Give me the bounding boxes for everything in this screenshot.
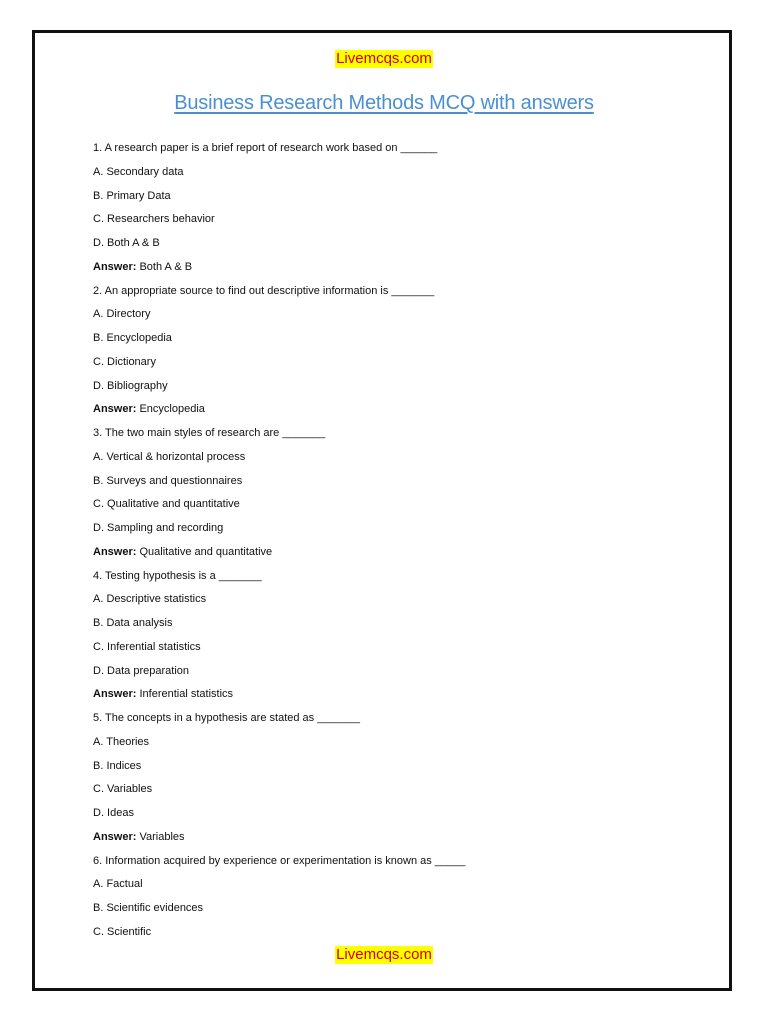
question-text: 4. Testing hypothesis is a _______ [93,569,262,582]
site-footer-label[interactable]: Livemcqs.com [336,946,432,963]
answer-label: Answer: [93,830,137,843]
answer-option: A. Descriptive statistics [93,593,207,606]
answer-option: B. Data analysis [93,617,173,629]
question-text: 2. An appropriate source to find out descriptive information is _______ [93,284,435,297]
answer-label: Answer: [93,688,137,701]
page-title: Business Research Methods MCQ with answers [174,92,594,114]
answer-value: Encyclopedia [139,403,205,416]
answer-line [93,683,653,707]
answer-label: Answer: [93,260,137,273]
answer-line [93,826,653,850]
answer-option: D. Sampling and recording [93,522,224,534]
answer-option: B. Primary Data [93,189,171,202]
answer-value: Inferential statistics [139,688,234,701]
answer-option: C. Qualitative and quantitative [93,498,240,511]
answer-option: B. Indices [93,759,142,772]
answer-option: C. Inferential statistics [93,640,201,653]
answer-option: B. Scientific evidences [93,902,204,914]
answer-value: Qualitative and quantitative [139,545,273,558]
question-text: 5. The concepts in a hypothesis are stated as _______ [93,712,361,724]
answer-option: D. Bibliography [93,379,168,392]
answer-option: A. Secondary data [93,165,184,178]
answer-label: Answer: [93,403,137,416]
answer-option: D. Both A & B [93,237,160,249]
answer-line [93,256,653,280]
answer-option: A. Directory [93,308,151,321]
answer-option: D. Data preparation [93,664,189,677]
answer-option: A. Vertical & horizontal process [93,450,246,463]
answer-option: A. Factual [93,878,143,891]
question-text: 3. The two main styles of research are _______ [93,427,326,439]
answer-line [93,541,653,565]
site-header-label[interactable]: Livemcqs.com [336,50,432,67]
answer-option: C. Dictionary [93,355,156,368]
site-footer [0,946,768,964]
answer-line [93,398,653,422]
question-list [93,137,653,945]
answer-option: B. Surveys and questionnaires [93,474,243,487]
answer-option: C. Scientific [93,925,152,938]
answer-option: B. Encyclopedia [93,332,172,344]
question-text: 6. Information acquired by experience or experimentation is known as _____ [93,854,466,867]
answer-label: Answer: [93,545,137,558]
answer-option: D. Ideas [93,807,134,819]
question-text: 1. A research paper is a brief report of research work based on ______ [93,142,438,154]
answer-value: Variables [139,830,185,843]
answer-option: C. Variables [93,783,153,796]
answer-value: Both A & B [139,260,193,273]
site-header [0,50,768,68]
answer-option: A. Theories [93,735,150,748]
answer-option: C. Researchers behavior [93,213,215,226]
